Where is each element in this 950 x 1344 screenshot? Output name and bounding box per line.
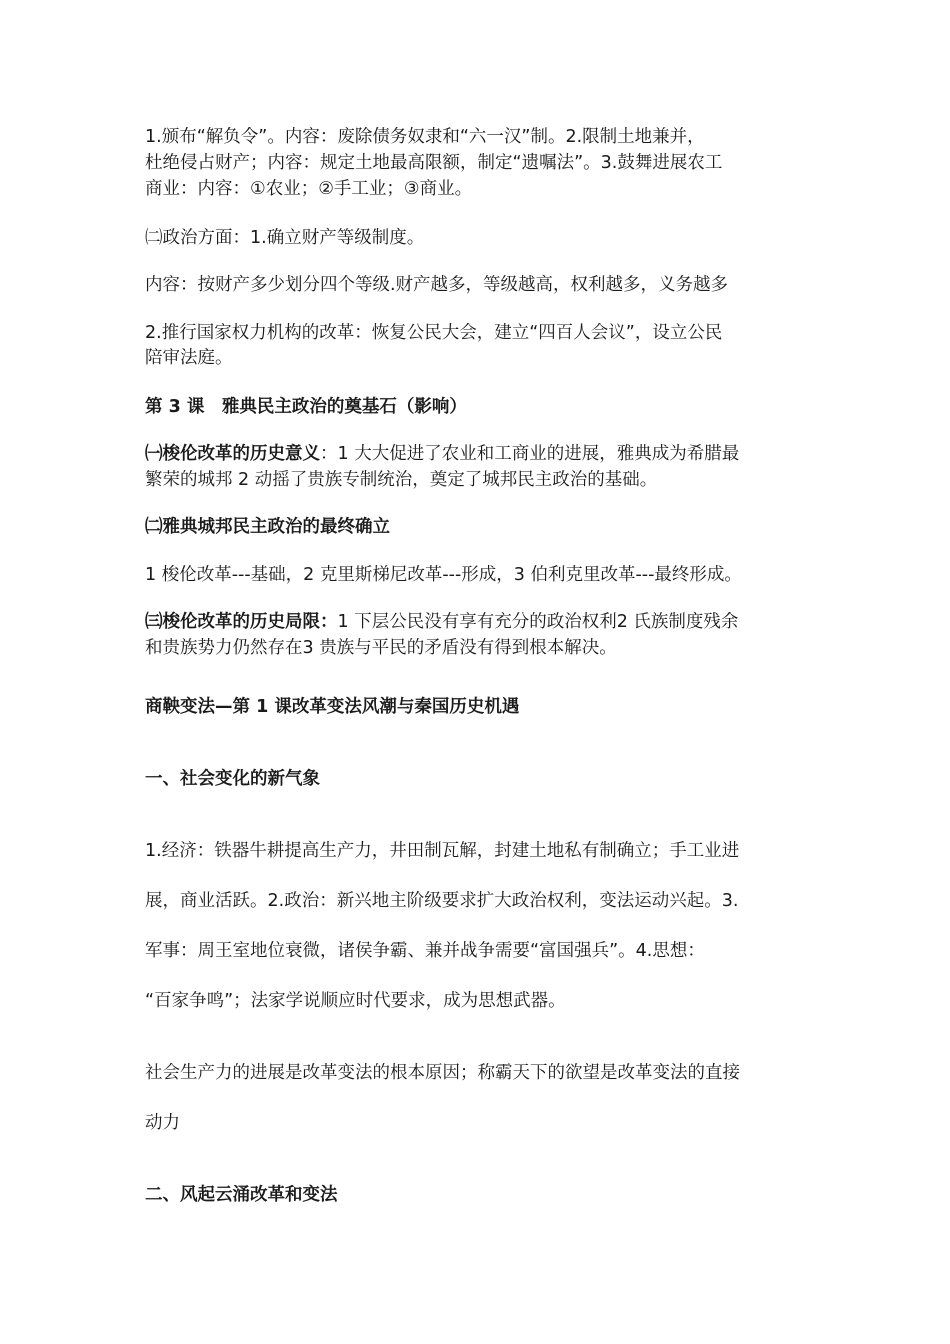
text-line: 展，商业活跃。2.政治：新兴地主阶级要求扩大政治权利，变法运动兴起。3. (145, 891, 739, 911)
text-line: 1.经济：铁器牛耕提高生产力，井田制瓦解，封建土地私有制确立；手工业进 (145, 841, 740, 861)
text-line: ㈡政治方面：1.确立财产等级制度。 (145, 228, 425, 248)
text-line: 陪审法庭。 (145, 348, 233, 368)
section-heading: 第 3 课 雅典民主政治的奠基石（影响） (145, 397, 467, 417)
section-heading: 二、风起云涌改革和变法 (145, 1185, 338, 1205)
text-line: “百家争鸣”；法家学说顺应时代要求，成为思想武器。 (145, 991, 566, 1011)
text-line: 繁荣的城邦 2 动摇了贵族专制统治，奠定了城邦民主政治的基础。 (145, 470, 658, 490)
bold-label: ㈠梭伦改革的历史意义 (145, 444, 320, 464)
text-line (145, 610, 825, 635)
text-line: 社会生产力的进展是改革变法的根本原因；称霸天下的欲望是改革变法的直接 (145, 1063, 740, 1083)
text-line: 和贵族势力仍然存在3 贵族与平民的矛盾没有得到根本解决。 (145, 638, 617, 658)
text-line: 内容：按财产多少划分四个等级.财产越多，等级越高，权利越多，义务越多 (145, 275, 729, 295)
text-span: ：1 大大促进了农业和工商业的进展，雅典成为希腊最 (320, 444, 740, 464)
text-line: 2.推行国家权力机构的改革：恢复公民大会，建立“四百人会议”，设立公民 (145, 323, 723, 343)
text-line: 商业：内容：①农业；②手工业；③商业。 (145, 179, 473, 199)
text-span: 1 下层公民没有享有充分的政治权利2 氏族制度残余 (337, 612, 739, 632)
text-line: 1 梭伦改革---基础，2 克里斯梯尼改革---形成，3 伯利克里改革---最终形成。 (145, 565, 742, 585)
section-heading: ㈡雅典城邦民主政治的最终确立 (145, 517, 390, 537)
bold-label: ㈢梭伦改革的历史局限： (145, 612, 338, 632)
text-line (145, 442, 825, 467)
text-line: 杜绝侵占财产；内容：规定土地最高限额，制定“遗嘱法”。3.鼓舞进展农工 (145, 153, 723, 173)
text-line: 动力 (145, 1113, 180, 1133)
section-heading: 商鞅变法—第 1 课改革变法风潮与秦国历史机遇 (145, 697, 520, 717)
text-line: 军事：周王室地位衰微，诸侯争霸、兼并战争需要“富国强兵”。4.思想： (145, 941, 705, 961)
text-line: 1.颁布“解负令”。内容：废除债务奴隶和“六一汉”制。2.限制土地兼并， (145, 127, 705, 147)
section-heading: 一、社会变化的新气象 (145, 769, 320, 789)
